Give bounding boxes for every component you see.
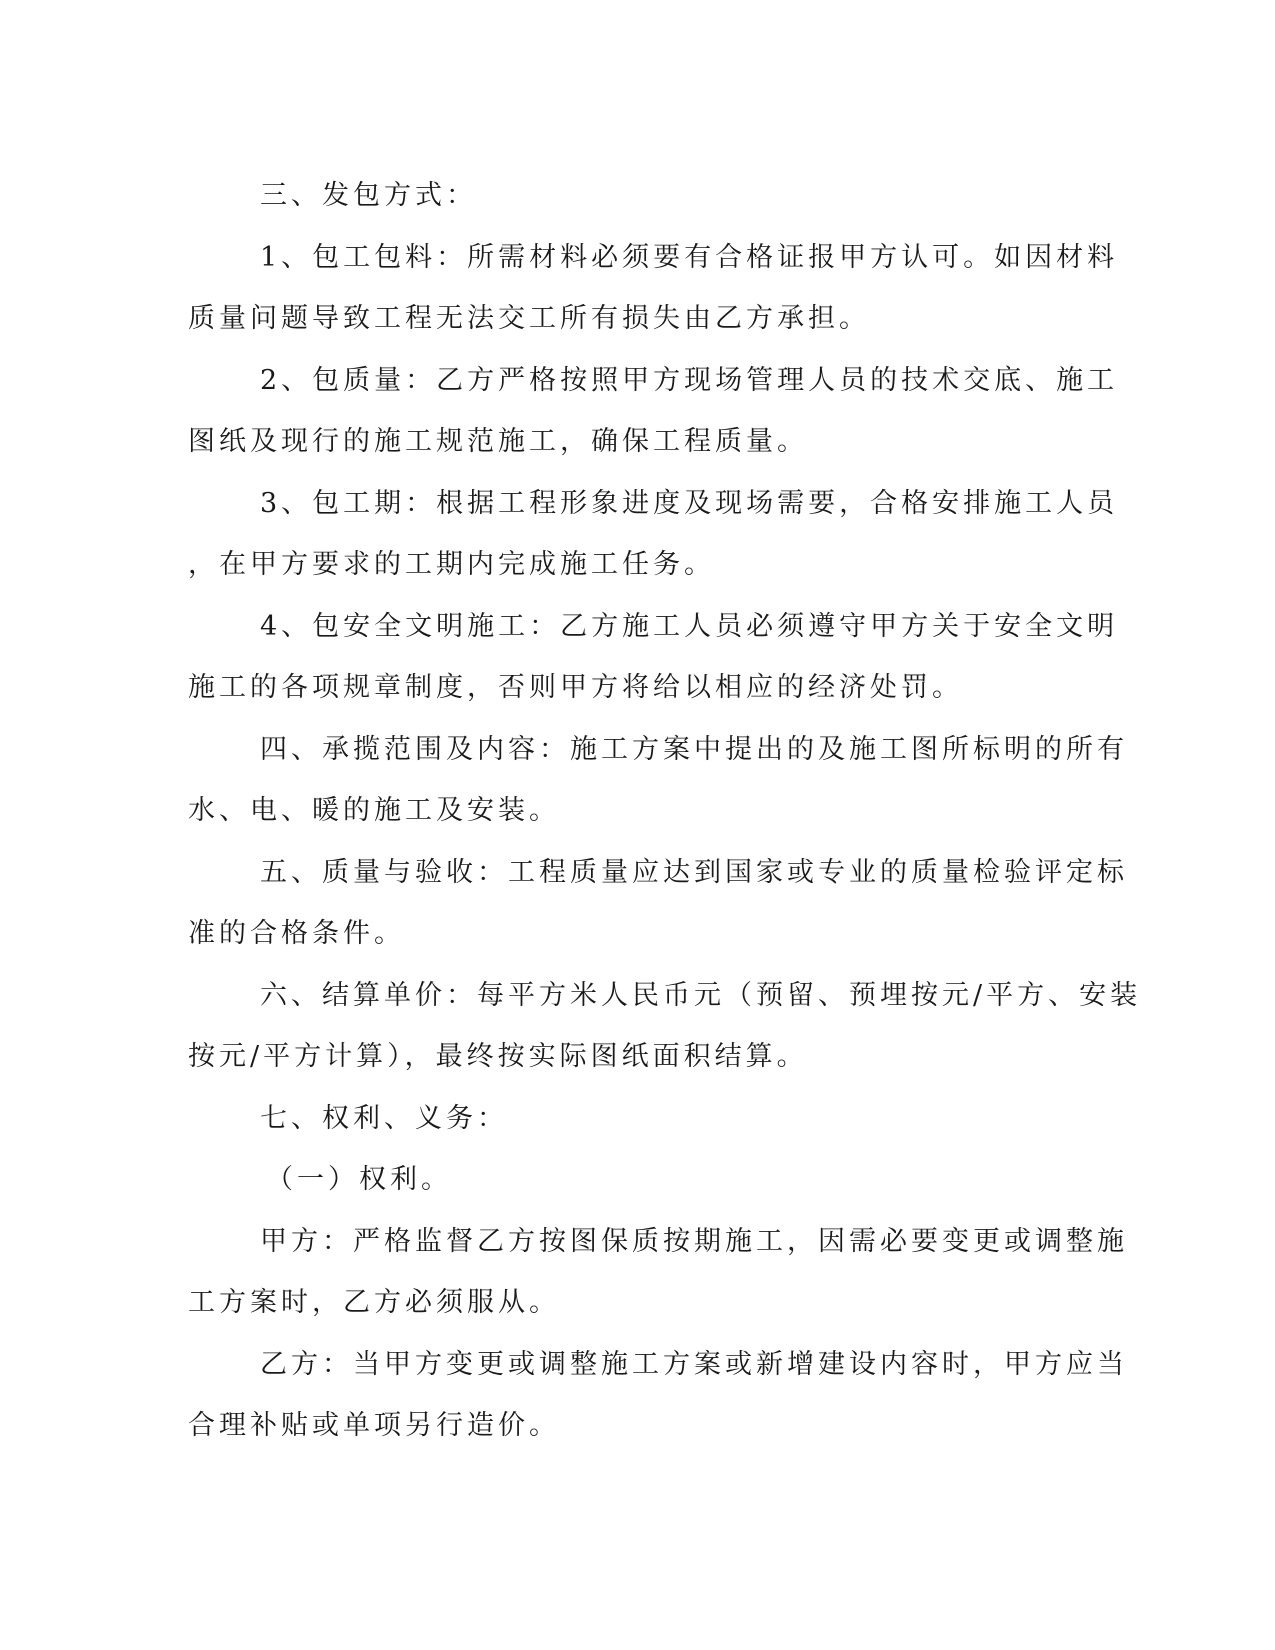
section-3-heading: 三、发包方式： [260, 180, 477, 211]
paragraph-line: 按元/平方计算），最终按实际图纸面积结算。 [188, 1041, 808, 1072]
paragraph-line: 质量问题导致工程无法交工所有损失由乙方承担。 [188, 303, 870, 334]
subsection-rights-heading: （一）权利。 [266, 1164, 452, 1195]
section-7-heading: 七、权利、义务： [260, 1102, 508, 1134]
paragraph-line: 准的合格条件。 [188, 918, 405, 949]
paragraph-line: 乙方：当甲方变更或调整施工方案或新增建设内容时，甲方应当 [260, 1348, 1128, 1380]
paragraph-line: 2、包质量：乙方严格按照甲方现场管理人员的技术交底、施工 [260, 364, 1119, 396]
section-4-line: 四、承揽范围及内容：施工方案中提出的及施工图所标明的所有 [260, 733, 1128, 765]
paragraph-line: 施工的各项规章制度，否则甲方将给以相应的经济处罚。 [188, 672, 963, 703]
section-6-line: 六、结算单价：每平方米人民币元（预留、预埋按元/平方、安装 [260, 979, 1142, 1011]
paragraph-line: 图纸及现行的施工规范施工，确保工程质量。 [188, 426, 808, 457]
paragraph-line: 水、电、暖的施工及安装。 [188, 795, 560, 826]
paragraph-line: 工方案时，乙方必须服从。 [188, 1287, 560, 1318]
paragraph-line: 合理补贴或单项另行造价。 [188, 1410, 560, 1441]
paragraph-line: 1、包工包料：所需材料必须要有合格证报甲方认可。如因材料 [260, 241, 1119, 273]
paragraph-line: 甲方：严格监督乙方按图保质按期施工，因需必要变更或调整施 [260, 1225, 1128, 1257]
document-body [188, 165, 1142, 1457]
section-5-line: 五、质量与验收：工程质量应达到国家或专业的质量检验评定标 [260, 856, 1128, 888]
paragraph-line: ，在甲方要求的工期内完成施工任务。 [188, 549, 715, 580]
paragraph-line: 4、包安全文明施工：乙方施工人员必须遵守甲方关于安全文明 [260, 610, 1119, 642]
paragraph-line: 3、包工期：根据工程形象进度及现场需要，合格安排施工人员 [260, 487, 1119, 519]
